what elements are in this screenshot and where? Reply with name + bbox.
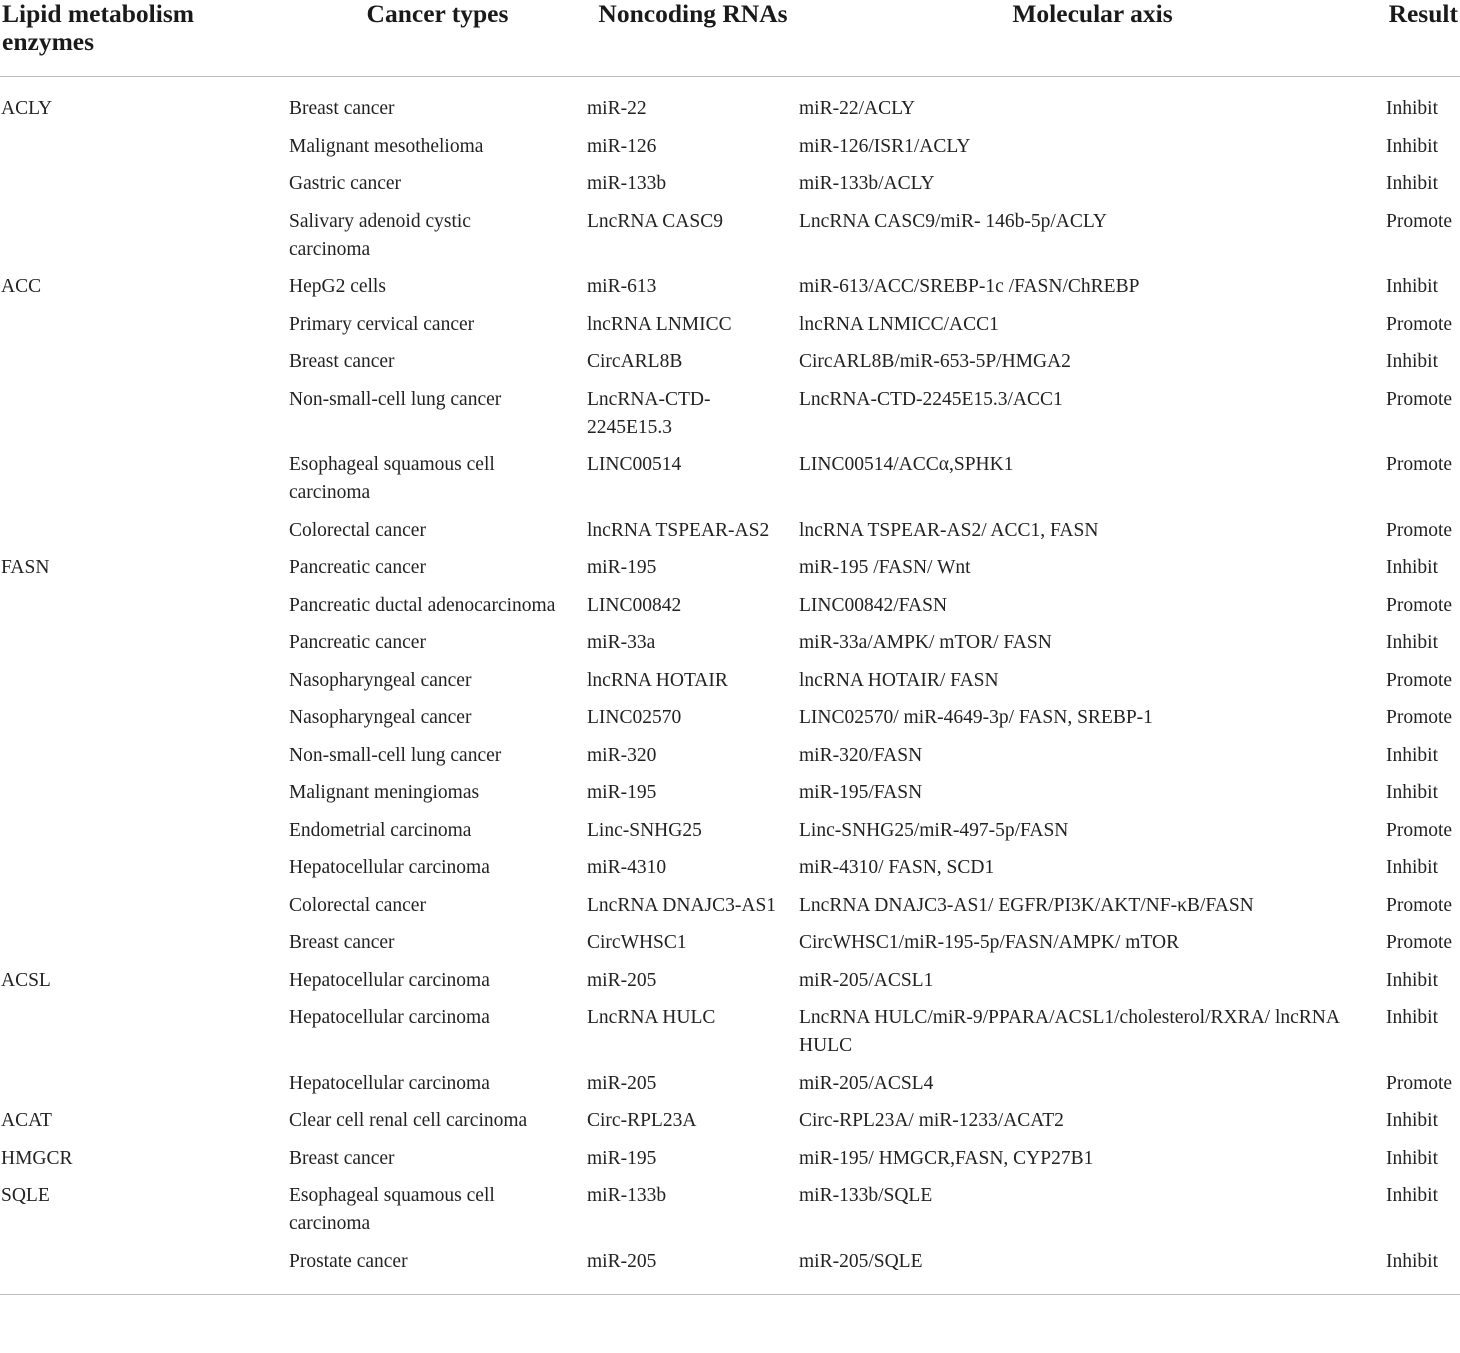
cell-noncoding-rna: LncRNA HULC xyxy=(587,1007,716,1028)
cell-noncoding-rna: lncRNA LNMICC xyxy=(587,313,732,335)
cell-cancer-type: Breast cancer xyxy=(289,351,395,372)
table-row xyxy=(0,1004,1460,1070)
cell-cancer-type: Hepatocellular carcinoma xyxy=(289,1072,490,1094)
cell-enzyme xyxy=(0,1004,288,1070)
table-row xyxy=(0,386,1460,452)
cell-result: Inhibit xyxy=(1386,98,1438,119)
cell-molecular-axis: miR-205/ACSL1 xyxy=(799,969,934,991)
table-row xyxy=(0,77,1460,133)
cell-enzyme xyxy=(0,386,288,452)
cell-result: Inhibit xyxy=(1386,1147,1438,1169)
cell-molecular-axis: Circ-RPL23A/ miR-1233/ACAT2 xyxy=(799,1110,1064,1131)
cell-enzyme: ACAT xyxy=(1,1110,52,1131)
cell-result: Inhibit xyxy=(1386,1185,1438,1206)
cell-cancer-type: Esophageal squamous cell carcinoma xyxy=(289,454,495,503)
cell-molecular-axis: miR-133b/SQLE xyxy=(799,1185,933,1206)
table-row xyxy=(0,1107,1460,1145)
cell-cancer-type: Breast cancer xyxy=(289,98,395,119)
cell-enzyme: HMGCR xyxy=(1,1147,73,1169)
cell-noncoding-rna: miR-22 xyxy=(587,98,647,119)
cell-noncoding-rna: miR-195 xyxy=(587,557,657,578)
table-row xyxy=(0,929,1460,967)
cell-result: Inhibit xyxy=(1386,173,1438,194)
cell-molecular-axis: miR-205/ACSL4 xyxy=(799,1072,934,1094)
table-row xyxy=(0,892,1460,930)
table-row xyxy=(0,817,1460,855)
cell-enzyme xyxy=(0,704,288,742)
cell-molecular-axis: LINC00842/FASN xyxy=(799,594,948,616)
cell-enzyme xyxy=(0,667,288,705)
cell-enzyme: FASN xyxy=(1,557,50,578)
cell-molecular-axis: lncRNA TSPEAR-AS2/ ACC1, FASN xyxy=(799,519,1099,541)
cell-cancer-type: Gastric cancer xyxy=(289,173,402,194)
cell-noncoding-rna: miR-205 xyxy=(587,969,657,991)
cell-result: Promote xyxy=(1386,210,1453,232)
cell-result: Inhibit xyxy=(1386,135,1438,157)
table-row xyxy=(0,1182,1460,1248)
cell-noncoding-rna: LncRNA DNAJC3-AS1 xyxy=(587,894,777,916)
cell-enzyme xyxy=(0,451,288,517)
cell-noncoding-rna: miR-126 xyxy=(587,135,657,157)
table-row xyxy=(0,629,1460,667)
table-row xyxy=(0,451,1460,517)
cell-cancer-type: Endometrial carcinoma xyxy=(289,819,472,841)
cell-molecular-axis: miR-4310/ FASN, SCD1 xyxy=(799,857,995,878)
cell-molecular-axis: miR-195/FASN xyxy=(799,782,923,803)
cell-molecular-axis: lncRNA HOTAIR/ FASN xyxy=(799,669,999,691)
cell-result: Inhibit xyxy=(1386,276,1438,297)
cell-noncoding-rna: LINC02570 xyxy=(587,707,682,728)
cell-enzyme xyxy=(0,1070,288,1108)
cell-result: Promote xyxy=(1386,894,1453,916)
cell-cancer-type: Clear cell renal cell carcinoma xyxy=(289,1110,528,1131)
cell-noncoding-rna: miR-205 xyxy=(587,1072,657,1094)
cell-noncoding-rna: miR-613 xyxy=(587,276,657,297)
cell-enzyme xyxy=(0,348,288,386)
cell-cancer-type: Colorectal cancer xyxy=(289,894,426,916)
cell-result: Inhibit xyxy=(1386,1248,1460,1295)
cell-molecular-axis: LncRNA HULC/miR-9/PPARA/ACSL1/cholesterol/RXRA/ lncRNA HULC xyxy=(799,1007,1339,1056)
cell-enzyme xyxy=(0,779,288,817)
cell-molecular-axis: miR-126/ISR1/ACLY xyxy=(799,135,971,157)
cell-noncoding-rna: miR-205 xyxy=(587,1248,799,1295)
table-row xyxy=(0,170,1460,208)
cell-cancer-type: HepG2 cells xyxy=(289,276,386,297)
cell-cancer-type: Colorectal cancer xyxy=(289,519,426,541)
header-enzyme: Lipid metabolism enzymes xyxy=(0,0,288,77)
cell-molecular-axis: miR-195 /FASN/ Wnt xyxy=(799,557,971,578)
cell-molecular-axis: miR-613/ACC/SREBP-1c /FASN/ChREBP xyxy=(799,276,1140,297)
cell-result: Promote xyxy=(1386,313,1453,335)
table-row xyxy=(0,854,1460,892)
table-row xyxy=(0,554,1460,592)
cell-result: Inhibit xyxy=(1386,857,1438,878)
cell-noncoding-rna: LINC00514 xyxy=(587,454,682,475)
cell-molecular-axis: miR-205/SQLE xyxy=(799,1248,1386,1295)
cell-molecular-axis: LncRNA CASC9/miR- 146b-5p/ACLY xyxy=(799,210,1107,232)
cell-enzyme xyxy=(0,517,288,555)
table-body xyxy=(0,77,1460,1295)
cell-cancer-type: Primary cervical cancer xyxy=(289,313,475,335)
cell-molecular-axis: CircARL8B/miR-653-5P/HMGA2 xyxy=(799,351,1071,372)
cell-cancer-type: Salivary adenoid cystic carcinoma xyxy=(289,210,471,260)
cell-noncoding-rna: miR-4310 xyxy=(587,857,667,878)
cell-enzyme xyxy=(0,817,288,855)
cell-cancer-type: Non-small-cell lung cancer xyxy=(289,388,502,410)
cell-enzyme: ACC xyxy=(1,276,42,297)
cell-enzyme: SQLE xyxy=(1,1185,50,1206)
cell-cancer-type: Non-small-cell lung cancer xyxy=(289,744,502,766)
cell-noncoding-rna: miR-133b xyxy=(587,1185,667,1206)
cell-result: Promote xyxy=(1386,454,1453,475)
cell-noncoding-rna: CircWHSC1 xyxy=(587,932,687,953)
cell-result: Promote xyxy=(1386,819,1453,841)
cell-result: Promote xyxy=(1386,388,1453,410)
table-row xyxy=(0,348,1460,386)
cell-cancer-type: Pancreatic cancer xyxy=(289,557,426,578)
header-noncoding-rnas: Noncoding RNAs xyxy=(587,0,799,77)
cell-molecular-axis: miR-133b/ACLY xyxy=(799,173,935,194)
cell-noncoding-rna: miR-320 xyxy=(587,744,657,766)
cell-result: Promote xyxy=(1386,932,1453,953)
cell-cancer-type: Hepatocellular carcinoma xyxy=(289,969,490,991)
table-row xyxy=(0,667,1460,705)
cell-result: Inhibit xyxy=(1386,1007,1438,1028)
header-row xyxy=(0,0,1460,77)
cell-noncoding-rna: LINC00842 xyxy=(587,594,682,616)
cell-enzyme xyxy=(0,592,288,630)
cell-enzyme xyxy=(0,629,288,667)
cell-result: Promote xyxy=(1386,519,1453,541)
cell-cancer-type: Esophageal squamous cell carcinoma xyxy=(289,1185,495,1234)
cell-molecular-axis: miR-22/ACLY xyxy=(799,98,916,119)
cell-cancer-type: Malignant meningiomas xyxy=(289,782,480,803)
table-row xyxy=(0,967,1460,1005)
cell-enzyme xyxy=(0,1248,288,1295)
cell-cancer-type: Breast cancer xyxy=(289,932,395,953)
table-row xyxy=(0,1145,1460,1183)
table-row xyxy=(0,273,1460,311)
table-row xyxy=(0,1248,1460,1295)
cell-molecular-axis: LncRNA DNAJC3-AS1/ EGFR/PI3K/AKT/NF-κB/FASN xyxy=(799,894,1254,916)
cell-noncoding-rna: miR-195 xyxy=(587,1147,657,1169)
cell-cancer-type: Pancreatic cancer xyxy=(289,632,426,653)
table-row xyxy=(0,133,1460,171)
cell-noncoding-rna: miR-133b xyxy=(587,173,667,194)
cell-result: Promote xyxy=(1386,1072,1453,1094)
cell-cancer-type: Nasopharyngeal cancer xyxy=(289,669,472,691)
cell-noncoding-rna: miR-195 xyxy=(587,782,657,803)
cell-molecular-axis: LINC02570/ miR-4649-3p/ FASN, SREBP-1 xyxy=(799,707,1153,728)
cell-result: Promote xyxy=(1386,669,1453,691)
cell-cancer-type: Hepatocellular carcinoma xyxy=(289,1007,490,1028)
header-cancer-types: Cancer types xyxy=(288,0,587,77)
cell-noncoding-rna: CircARL8B xyxy=(587,351,683,372)
cell-enzyme xyxy=(0,742,288,780)
cell-result: Inhibit xyxy=(1386,744,1438,766)
table-row xyxy=(0,779,1460,817)
cell-enzyme xyxy=(0,311,288,349)
cell-cancer-type: Malignant mesothelioma xyxy=(289,135,484,157)
cell-cancer-type: Pancreatic ductal adenocarcinoma xyxy=(289,594,556,616)
cell-enzyme xyxy=(0,133,288,171)
cell-molecular-axis: LINC00514/ACCα,SPHK1 xyxy=(799,454,1014,475)
cell-result: Inhibit xyxy=(1386,632,1438,653)
cell-molecular-axis: miR-33a/AMPK/ mTOR/ FASN xyxy=(799,632,1052,653)
cell-result: Inhibit xyxy=(1386,557,1438,578)
cell-molecular-axis: miR-195/ HMGCR,FASN, CYP27B1 xyxy=(799,1147,1094,1169)
cell-enzyme xyxy=(0,854,288,892)
table-row xyxy=(0,742,1460,780)
cell-molecular-axis: LncRNA-CTD-2245E15.3/ACC1 xyxy=(799,388,1063,410)
cell-noncoding-rna: lncRNA TSPEAR-AS2 xyxy=(587,519,770,541)
table-row xyxy=(0,208,1460,274)
cell-enzyme: ACSL xyxy=(1,969,51,991)
table-row xyxy=(0,592,1460,630)
table-row xyxy=(0,517,1460,555)
cell-enzyme xyxy=(0,170,288,208)
table-header xyxy=(0,0,1460,77)
cell-cancer-type: Hepatocellular carcinoma xyxy=(289,857,490,878)
cell-noncoding-rna: lncRNA HOTAIR xyxy=(587,669,728,691)
cell-result: Inhibit xyxy=(1386,782,1438,803)
cell-molecular-axis: lncRNA LNMICC/ACC1 xyxy=(799,313,999,335)
cell-cancer-type: Breast cancer xyxy=(289,1147,395,1169)
cell-enzyme xyxy=(0,892,288,930)
cell-molecular-axis: Linc-SNHG25/miR-497-5p/FASN xyxy=(799,819,1069,841)
cell-enzyme xyxy=(0,208,288,274)
cell-result: Inhibit xyxy=(1386,351,1438,372)
cell-enzyme xyxy=(0,929,288,967)
table-row xyxy=(0,704,1460,742)
cell-molecular-axis: miR-320/FASN xyxy=(799,744,923,766)
cell-result: Inhibit xyxy=(1386,969,1438,991)
cell-noncoding-rna: LncRNA-CTD-2245E15.3 xyxy=(587,388,711,438)
cell-noncoding-rna: Circ-RPL23A xyxy=(587,1110,697,1131)
header-molecular-axis: Molecular axis xyxy=(799,0,1386,77)
cell-cancer-type: Prostate cancer xyxy=(288,1248,587,1295)
cell-result: Promote xyxy=(1386,707,1453,728)
table-row xyxy=(0,311,1460,349)
cell-noncoding-rna: miR-33a xyxy=(587,632,656,653)
header-result: Result xyxy=(1386,0,1460,77)
table-row xyxy=(0,1070,1460,1108)
cell-cancer-type: Nasopharyngeal cancer xyxy=(289,707,472,728)
cell-result: Promote xyxy=(1386,594,1453,616)
cell-noncoding-rna: LncRNA CASC9 xyxy=(587,210,723,232)
cell-result: Inhibit xyxy=(1386,1110,1438,1131)
cell-enzyme: ACLY xyxy=(1,98,53,119)
cell-molecular-axis: CircWHSC1/miR-195-5p/FASN/AMPK/ mTOR xyxy=(799,932,1180,953)
cell-noncoding-rna: Linc-SNHG25 xyxy=(587,819,702,841)
